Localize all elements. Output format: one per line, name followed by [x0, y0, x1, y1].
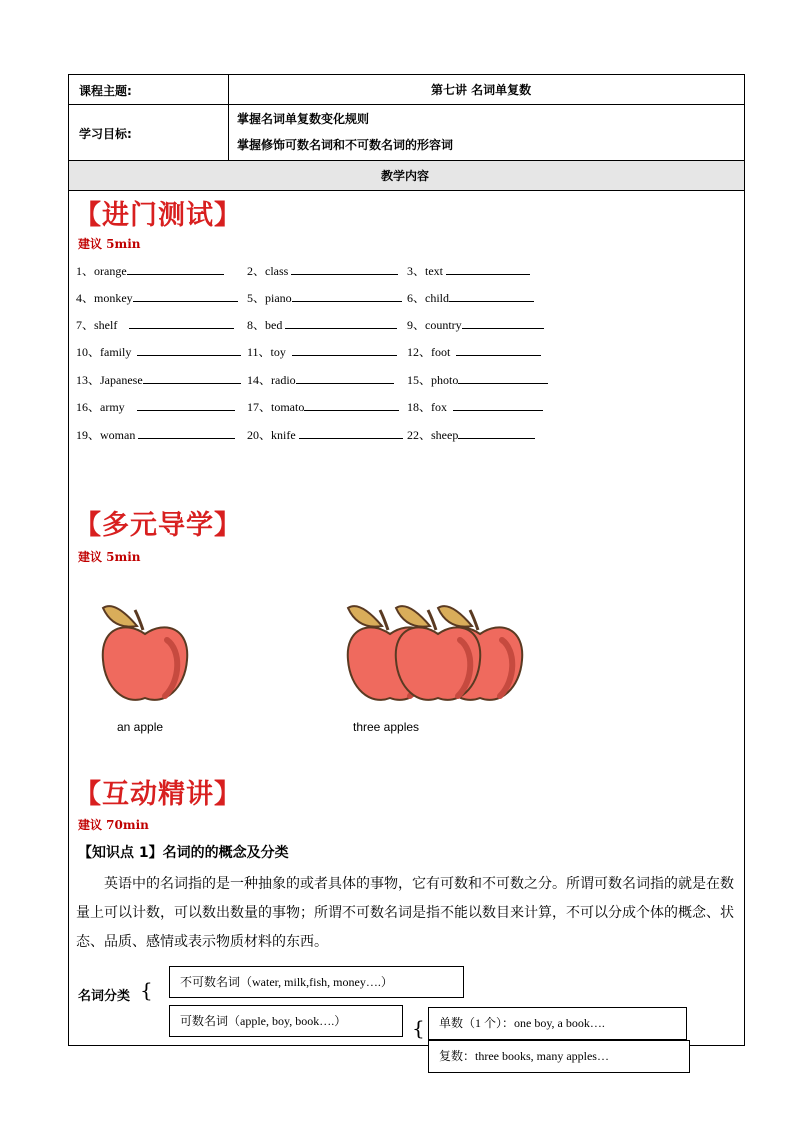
topic-row [69, 75, 744, 105]
exercise-item [247, 289, 402, 306]
answer-blank[interactable] [143, 373, 241, 384]
goal-label: 学习目标: [79, 127, 132, 141]
topic-label-cell [69, 75, 229, 104]
content-label: 教学内容 [381, 169, 430, 183]
exercise-word: 14、radio [247, 373, 296, 387]
answer-blank[interactable] [304, 400, 399, 411]
singular-box: 单数（1 个）：one boy, a book…. [428, 1007, 687, 1040]
answer-blank[interactable] [292, 345, 397, 356]
exercise-word: 6、child [407, 291, 449, 305]
exercise-word: 8、bed [247, 318, 286, 332]
answer-blank[interactable] [292, 291, 402, 302]
exercise-item [247, 371, 394, 388]
exercise-word: 16、army [76, 400, 137, 414]
content-header-row [69, 161, 744, 191]
exercise-item [407, 343, 541, 360]
suggest-time-3: 建议 70min [78, 818, 149, 832]
exercise-item [76, 316, 234, 333]
exercise-item [247, 316, 397, 333]
exercise-item [76, 343, 241, 360]
exercise-item [407, 316, 544, 333]
exercise-word: 3、text [407, 264, 446, 278]
suggest-time-1: 建议 5min [78, 237, 141, 251]
exercise-item [407, 371, 548, 388]
exercise-item [407, 426, 535, 443]
topic-label: 课程主题: [79, 84, 132, 98]
apple-icon [95, 600, 195, 710]
goal-line-1: 掌握名词单复数变化规则 [237, 112, 370, 126]
answer-blank[interactable] [449, 291, 534, 302]
section-title-guided-learning: 【多元导学】 [74, 510, 242, 541]
exercise-word: 22、sheep [407, 428, 459, 442]
answer-blank[interactable] [296, 373, 394, 384]
exercise-word: 12、foot [407, 345, 457, 359]
answer-blank[interactable] [133, 291, 238, 302]
exercise-item [407, 289, 534, 306]
answer-blank[interactable] [453, 400, 543, 411]
noun-concept-paragraph: 英语中的名词指的是一种抽象的或者具体的事物，它有可数和不可数之分。所谓可数名词指的就是在数量上可以计数，可以数出数量的事物；所谓不可数名词是指不能以数目来计算，不可以分成个体的概念、状态、品质、感情或表示物质材料的东西。 [76, 876, 734, 950]
exercise-word: 1、orange [76, 264, 127, 278]
answer-blank[interactable] [299, 428, 403, 439]
exercise-word: 19、woman [76, 428, 139, 442]
answer-blank[interactable] [458, 428, 535, 439]
caption-three-apples: three apples [353, 720, 420, 734]
goal-line-2: 掌握修饰可数名词和不可数名词的形容词 [237, 138, 454, 152]
section-title-entry-test: 【进门测试】 [74, 200, 242, 231]
answer-blank[interactable] [137, 345, 241, 356]
exercise-item [76, 371, 241, 388]
answer-blank[interactable] [291, 264, 398, 275]
exercise-item [247, 398, 399, 415]
exercise-word: 10、family [76, 345, 138, 359]
exercise-item [76, 426, 235, 443]
three-apples-icon [340, 600, 530, 710]
answer-blank[interactable] [446, 264, 530, 275]
exercise-word: 4、monkey [76, 291, 133, 305]
exercise-word: 15、photo [407, 373, 459, 387]
exercise-item [247, 426, 403, 443]
section-title-interactive-lecture: 【互动精讲】 [74, 779, 242, 810]
classify-label: 名词分类 [78, 989, 131, 1004]
answer-blank[interactable] [138, 428, 235, 439]
uncountable-box: 不可数名词（water, milk,fish, money….） [169, 966, 464, 998]
exercise-item [76, 262, 224, 279]
exercise-item [247, 262, 398, 279]
suggest-time-2: 建议 5min [78, 550, 141, 564]
exercise-word: 7、shelf [76, 318, 130, 332]
goal-label-cell [69, 105, 229, 160]
brace-icon: { [140, 978, 153, 1002]
exercise-word: 18、fox [407, 400, 453, 414]
exercise-item [247, 343, 397, 360]
plural-box: 复数：three books, many apples… [428, 1040, 690, 1073]
caption-an-apple: an apple [117, 720, 164, 734]
exercise-word: 5、piano [247, 291, 292, 305]
answer-blank[interactable] [458, 373, 548, 384]
exercise-item [76, 398, 235, 415]
answer-blank[interactable] [137, 400, 235, 411]
exercise-word: 9、country [407, 318, 462, 332]
answer-blank[interactable] [456, 345, 541, 356]
exercise-word: 20、knife [247, 428, 299, 442]
exercise-item [407, 262, 530, 279]
knowledge-point-title: 【知识点 1】名词的的概念及分类 [78, 845, 289, 861]
answer-blank[interactable] [127, 264, 224, 275]
exercise-word: 2、class [247, 264, 292, 278]
exercise-item [407, 398, 543, 415]
answer-blank[interactable] [462, 318, 544, 329]
topic-value: 第七讲 名词单复数 [431, 83, 532, 97]
exercise-word: 11、toy [247, 345, 292, 359]
countable-box: 可数名词（apple, boy, book….） [169, 1005, 403, 1037]
exercise-word: 13、Japanese [76, 373, 143, 387]
goal-row [69, 105, 744, 161]
exercise-word: 17、tomato [247, 400, 305, 414]
answer-blank[interactable] [285, 318, 397, 329]
brace-icon: { [412, 1016, 425, 1040]
exercise-item [76, 289, 238, 306]
answer-blank[interactable] [129, 318, 234, 329]
